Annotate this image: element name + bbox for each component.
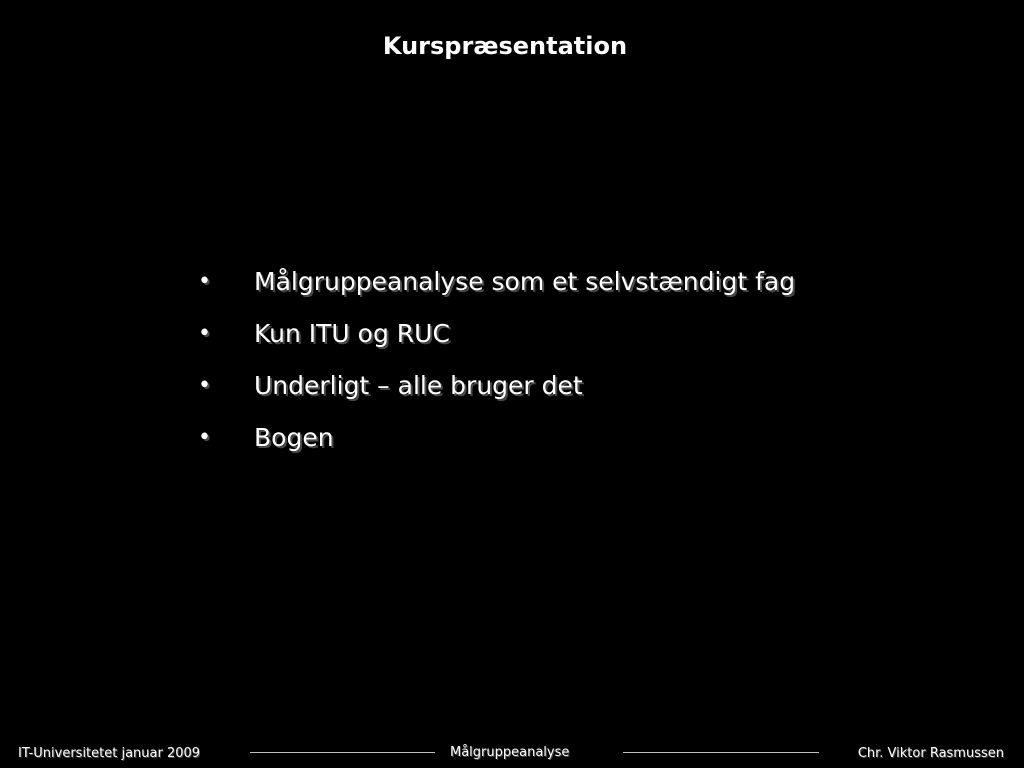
footer-institution: IT-Universitetet januar 2009 (18, 746, 201, 761)
bullet-marker: • (198, 268, 211, 294)
bullet-list (196, 255, 795, 463)
bullet-item (196, 359, 795, 411)
bullet-marker: • (198, 372, 211, 398)
bullet-text: Bogen (254, 422, 334, 452)
footer-topic: Målgruppeanalyse (450, 745, 570, 760)
footer-divider-left (250, 752, 435, 753)
bullet-marker: • (198, 424, 211, 450)
bullet-item (196, 411, 795, 463)
bullet-marker: • (198, 320, 211, 346)
footer-author: Chr. Viktor Rasmussen (857, 746, 1004, 761)
slide-title: Kurspræsentation (382, 32, 628, 60)
bullet-text: Målgruppeanalyse som et selvstændigt fag (254, 266, 796, 296)
bullet-text: Underligt – alle bruger det (254, 370, 583, 400)
bullet-text: Kun ITU og RUC (254, 318, 450, 348)
footer-divider-right (623, 752, 819, 753)
bullet-item (196, 307, 795, 359)
slide-footer (0, 738, 1024, 768)
bullet-item (196, 255, 795, 307)
